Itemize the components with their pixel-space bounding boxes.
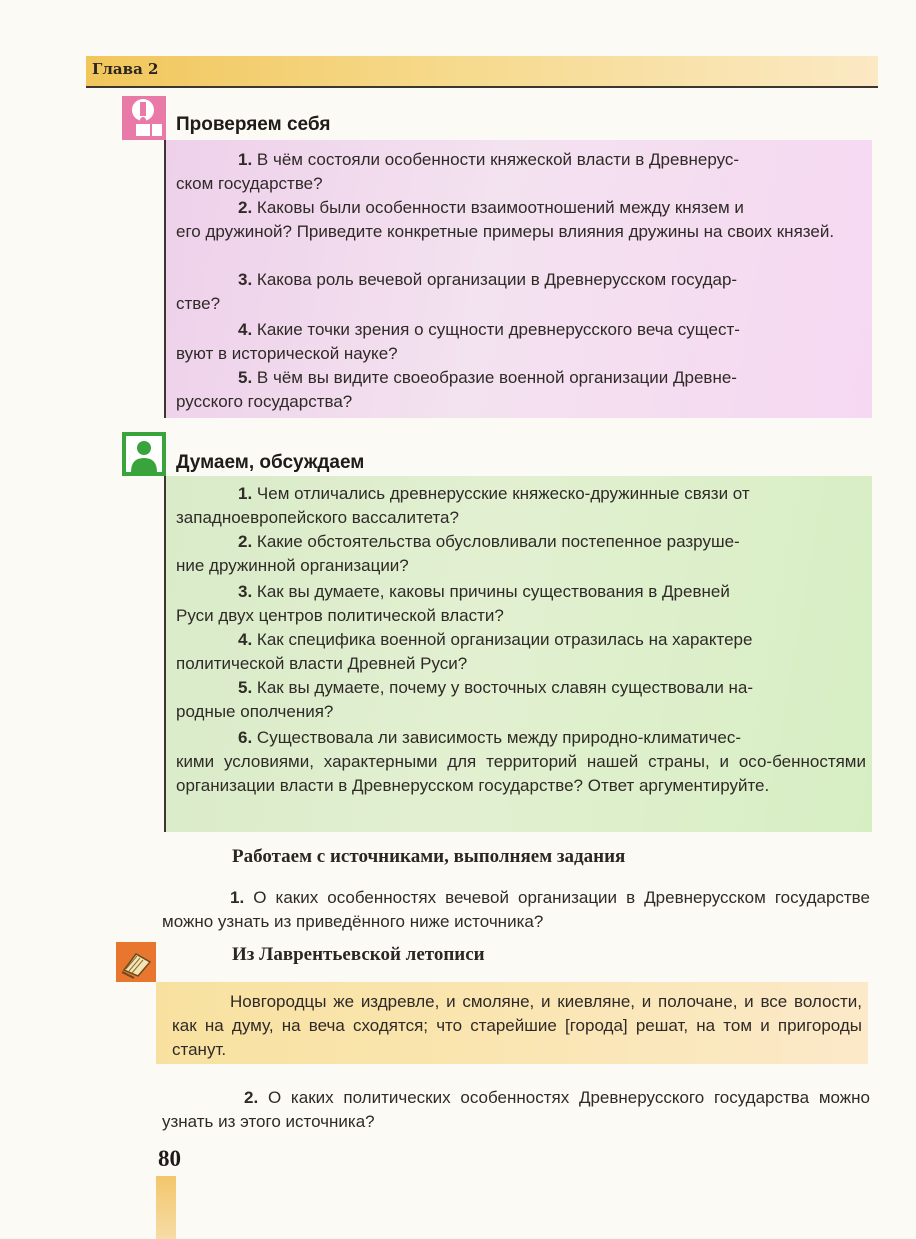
chapter-label: Глава 2 [92,60,159,78]
think-question-4: 4. Как специфика военной организации отразилась на характере политической власти Древней Руси? [176,630,753,673]
check-section-title: Проверяем себя [176,114,331,135]
think-section-title: Думаем, обсуждаем [176,452,365,473]
chronicle-title: Из Лаврентьевской летописи [232,944,485,965]
page-number: 80 [158,1146,181,1171]
think-questions-box [164,476,872,832]
check-question-5: 5. В чём вы видите своеобразие военной организации Древне- русского государства? [176,368,737,411]
check-questions-box [164,140,872,418]
page-edge-stripe [156,1176,176,1239]
think-question-6: 6. Существовала ли зависимость между природно-климатичес- кими условиями, характерными для территорий нашей страны, и осо-бенностями организации власти в Древнерусском государстве? Ответ аргументируйте. [176,728,866,795]
check-question-2: 2. Каковы были особенности взаимоотношений между князем и его дружиной? Приведите конкретные примеры влияния дружины на своих князей. [176,198,835,241]
think-question-3: 3. Как вы думаете, каковы причины существования в Древней Руси двух центров политической власти? [176,582,730,625]
check-question-1: 1. В чём состояли особенности княжеской власти в Древнерус- ском государстве? [176,150,740,193]
person-icon [122,432,166,476]
chapter-header [86,56,878,88]
chronicle-quote: Новгородцы же издревле, и смоляне, и киевляне, и полочане, и все волости, как на думу, на веча сходятся; что старейшие [города] решат, на том и пригороды станут. [172,992,862,1059]
check-question-4: 4. Какие точки зрения о сущности древнерусского веча сущест- вуют в исторической науке? [176,320,740,363]
source-question-1: 1. О каких особенностях вечевой организации в Древнерусском государстве можно узнать из приведённого ниже источника? [162,888,870,931]
chronicle-quote-box [156,982,868,1064]
think-question-1: 1. Чем отличались древнерусские княжеско-дружинные связи от западноевропейского вассалитета? [176,484,750,527]
think-question-2: 2. Какие обстоятельства обусловливали постепенное разруше- ние дружинной организации? [176,532,740,575]
think-question-5: 5. Как вы думаете, почему у восточных славян существовали на- родные ополчения? [176,678,754,721]
book-icon [116,942,156,982]
source-question-2: 2. О каких политических особенностях Древнерусского государства можно узнать из этого источника? [162,1088,870,1131]
check-question-3: 3. Какова роль вечевой организации в Древнерусском государ- стве? [176,270,738,313]
sources-section-title: Работаем с источниками, выполняем задания [232,846,626,867]
exclamation-icon [122,96,166,140]
